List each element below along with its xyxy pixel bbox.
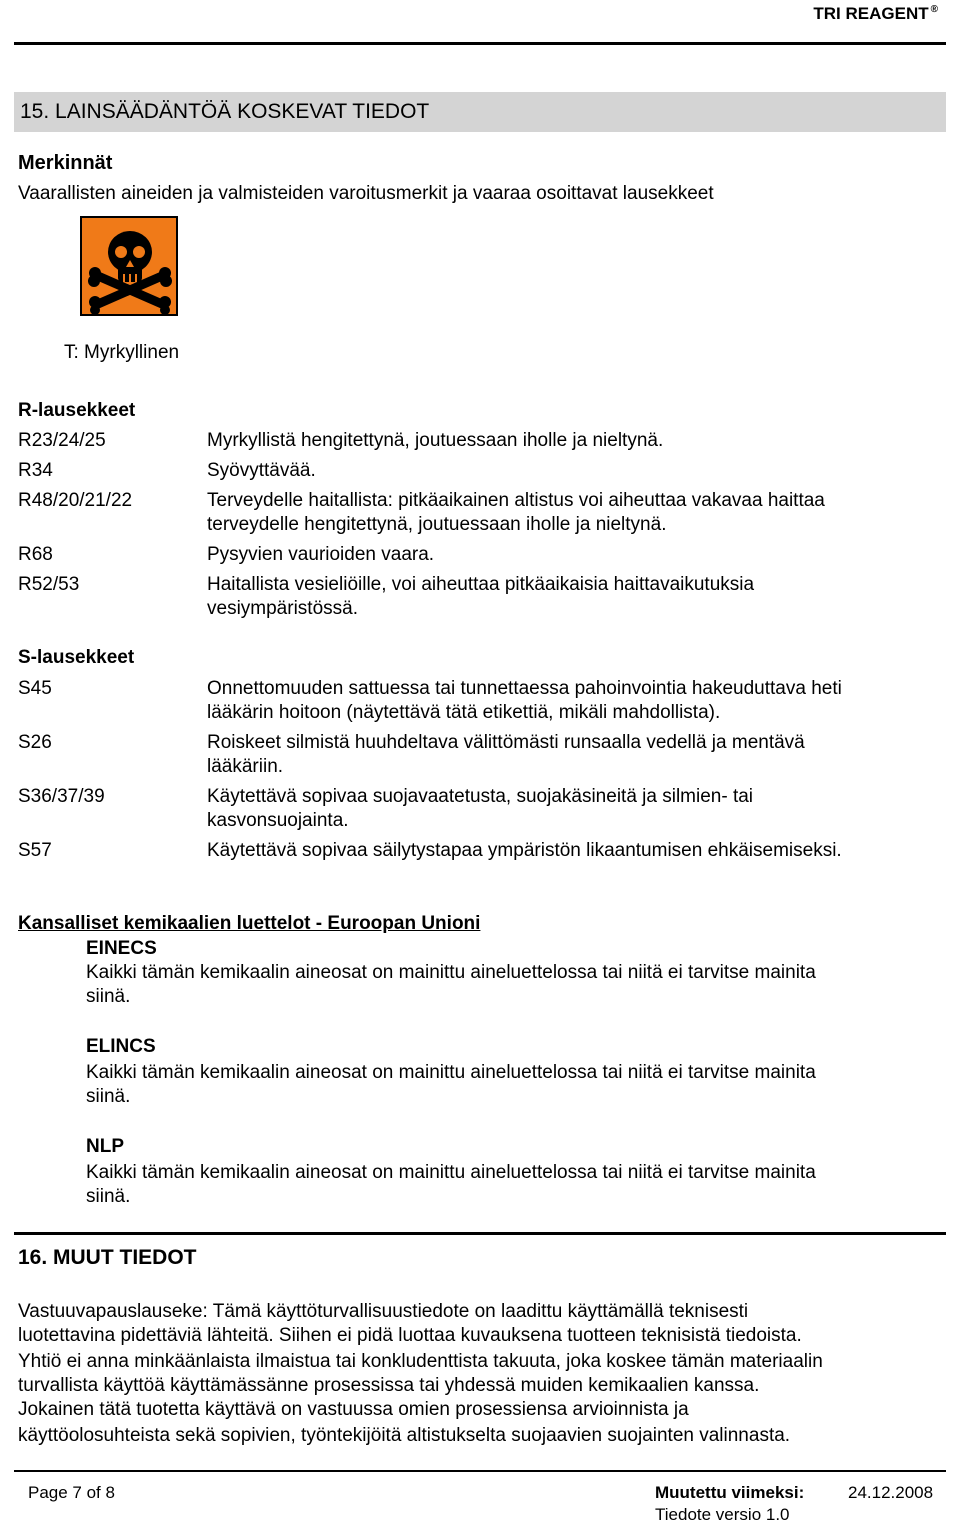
header-rule <box>14 42 946 45</box>
r-phrases-heading: R-lausekkeet <box>18 400 136 421</box>
r-phrase-code: R23/24/25 <box>18 430 106 451</box>
r-phrase-text: Myrkyllistä hengitettynä, joutuessaan iholle ja nieltynä. <box>207 430 664 451</box>
inventory-text: Kaikki tämän kemikaalin aineosat on mainittu aineluettelossa tai niitä ei tarvitse mainita <box>86 1062 816 1083</box>
r-phrase-text: terveydelle hengitettynä, joutuessaan iholle ja nieltynä. <box>207 514 667 535</box>
s-phrase-text: Käytettävä sopivaa säilytystapaa ympäristön likaantumisen ehkäisemiseksi. <box>207 840 842 861</box>
r-phrase-code: R68 <box>18 544 53 565</box>
s-phrase-code: S36/37/39 <box>18 786 105 807</box>
s-phrase-code: S26 <box>18 732 52 753</box>
section-16-rule <box>14 1232 946 1235</box>
revised-label: Muutettu viimeksi: <box>655 1483 805 1502</box>
s-phrase-text: kasvonsuojainta. <box>207 810 349 831</box>
s-phrase-text: lääkäriin. <box>207 756 284 777</box>
brand-name: TRI REAGENT ® <box>813 4 938 23</box>
inventory-text: Kaikki tämän kemikaalin aineosat on mainittu aineluettelossa tai niitä ei tarvitse mainita <box>86 1162 816 1183</box>
page-number: Page 7 of 8 <box>28 1483 115 1502</box>
r-phrase-code: R34 <box>18 460 53 481</box>
footer-rule <box>14 1470 946 1472</box>
disclaimer-line: Vastuuvapauslauseke: Tämä käyttöturvallisuustiedote on laadittu käyttämällä teknisesti <box>18 1301 749 1322</box>
r-phrase-text: Haitallista vesieliöille, voi aiheuttaa pitkäaikaisia haittavaikutuksia <box>207 574 755 595</box>
s-phrase-text: Käytettävä sopivaa suojavaatetusta, suojakäsineitä ja silmien- tai <box>207 786 754 807</box>
r-phrase-text: Terveydelle haitallista: pitkäaikainen altistus voi aiheuttaa vakavaa haittaa <box>207 490 825 511</box>
document-version: Tiedote versio 1.0 <box>655 1505 790 1524</box>
inventories-heading: Kansalliset kemikaalien luettelot - Euroopan Unioni <box>18 913 481 934</box>
r-phrase-code: R48/20/21/22 <box>18 490 133 511</box>
s-phrase-text: Onnettomuuden sattuessa tai tunnettaessa pahoinvointia hakeuduttava heti <box>207 678 842 699</box>
disclaimer-line: luotettavina pidettäviä lähteitä. Siihen ei pidä luottaa kuvauksena tuotteen teknisistä tiedoista. <box>18 1325 802 1346</box>
disclaimer-line: Yhtiö ei anna minkäänlaista ilmaistua tai konkludenttista takuuta, joka koskee tämän materiaalin <box>18 1351 823 1372</box>
inventory-text: siinä. <box>86 986 131 1007</box>
revised-date: 24.12.2008 <box>848 1483 934 1502</box>
s-phrase-text: Roiskeet silmistä huuhdeltava välittömästi runsaalla vedellä ja mentävä <box>207 732 805 753</box>
inventory-name: NLP <box>86 1136 124 1157</box>
disclaimer-line: käyttöolosuhteista sekä sopivien, työntekijöitä altistukselta suojaavien suojainten valinnasta. <box>18 1425 791 1446</box>
inventory-text: siinä. <box>86 1186 131 1207</box>
s-phrase-code: S45 <box>18 678 52 699</box>
disclaimer-line: turvallista käyttöä käyttämässänne prosessissa tai yhdessä muiden kemikaalien kanssa. <box>18 1375 760 1396</box>
disclaimer-line: Jokainen tätä tuotetta käyttävä on vastuussa omien prosessiensa arvioinnista ja <box>18 1399 689 1420</box>
inventory-name: ELINCS <box>86 1036 156 1057</box>
r-phrase-code: R52/53 <box>18 574 80 595</box>
r-phrase-text: Pysyvien vaurioiden vaara. <box>207 544 435 565</box>
section-15-title: 15. LAINSÄÄDÄNTÖÄ KOSKEVAT TIEDOT <box>20 100 430 123</box>
markings-subtitle: Vaarallisten aineiden ja valmisteiden varoitusmerkit ja vaaraa osoittavat lausekkeet <box>18 183 714 204</box>
s-phrases-heading: S-lausekkeet <box>18 647 135 668</box>
section-16-title: 16. MUUT TIEDOT <box>18 1246 197 1269</box>
hazard-symbol <box>80 216 178 316</box>
hazard-symbol-label: T: Myrkyllinen <box>64 342 180 363</box>
section-15-title-bar <box>14 92 946 132</box>
s-phrase-text: lääkärin hoitoon (näytettävä tätä etikettiä, mikäli mahdollista). <box>207 702 721 723</box>
inventory-text: siinä. <box>86 1086 131 1107</box>
inventory-name: EINECS <box>86 938 157 959</box>
skull-and-crossbones-icon <box>82 218 178 316</box>
r-phrase-text: vesiympäristössä. <box>207 598 358 619</box>
inventory-text: Kaikki tämän kemikaalin aineosat on mainittu aineluettelossa tai niitä ei tarvitse mainita <box>86 962 816 983</box>
s-phrase-code: S57 <box>18 840 52 861</box>
markings-heading: Merkinnät <box>18 152 113 174</box>
r-phrase-text: Syövyttävää. <box>207 460 316 481</box>
registered-mark: ® <box>930 4 938 16</box>
